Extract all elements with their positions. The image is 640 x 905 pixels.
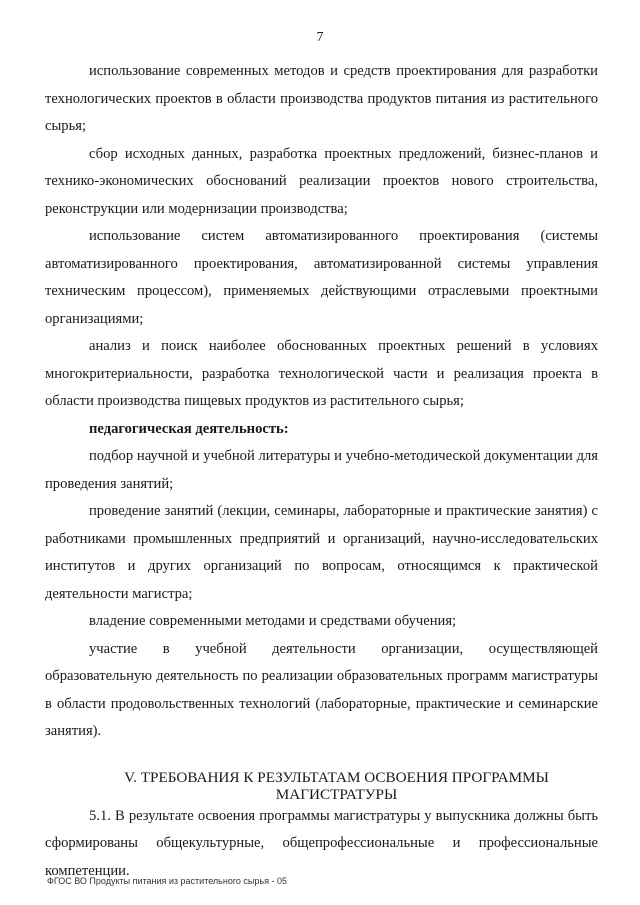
paragraph-design-methods: использование современных методов и средств проектирования для разработки технологических проектов в области производства продуктов питания из растительного сырья; — [45, 63, 598, 134]
paragraph-analysis: анализ и поиск наиболее обоснованных проектных решений в условиях многокритериальности, разработка технологической части и реализация проекта в области производства пищевых продуктов из растительного сырья; — [45, 338, 598, 409]
pedagogical-activity-heading: педагогическая деятельность: — [89, 420, 289, 437]
page-number: 7 — [316, 30, 324, 45]
section-title-line-1: V. ТРЕБОВАНИЯ К РЕЗУЛЬТАТАМ ОСВОЕНИЯ ПРОГРАММЫ — [124, 768, 549, 786]
paragraph-cad-systems: использование систем автоматизированного проектирования (системы автоматизированного проектирования, автоматизированной системы управления техническим процессом), применяемых действующими отраслевыми проектными организациями; — [45, 228, 598, 327]
paragraph-literature-selection: подбор научной и учебной литературы и учебно-методической документации для проведения занятий; — [45, 448, 598, 492]
paragraph-5-1: 5.1. В результате освоения программы магистратуры у выпускника должны быть сформированы общекультурные, общепрофессиональные и профессиональные компетенции. — [45, 807, 598, 879]
section-title-line-2: МАГИСТРАТУРЫ — [275, 785, 398, 803]
paragraph-teaching-methods: владение современными методами и средствами обучения; — [89, 613, 457, 629]
paragraph-participation: участие в учебной деятельности организации, осуществляющей образовательную деятельность по реализации образовательных программ магистратуры в области продовольственных технологий (лабораторные, практические и семинарские занятия). — [45, 640, 598, 739]
paragraph-data-collection: сбор исходных данных, разработка проектных предложений, бизнес-планов и технико-экономических обоснований реализации проектов нового строительства, реконструкции или модернизации производства; — [45, 145, 598, 217]
document-body — [45, 58, 598, 885]
section-spacer — [45, 746, 598, 769]
paragraph-conducting-classes: проведение занятий (лекции, семинары, лабораторные и практические занятия) с работниками промышленных предприятий и организаций, научно-исследовательских институтов и других организаций по вопросам, относящимся к практической деятельности магистра; — [45, 503, 598, 602]
page-footer: ФГОС ВО Продукты питания из растительного сырья - 05 — [47, 876, 287, 886]
